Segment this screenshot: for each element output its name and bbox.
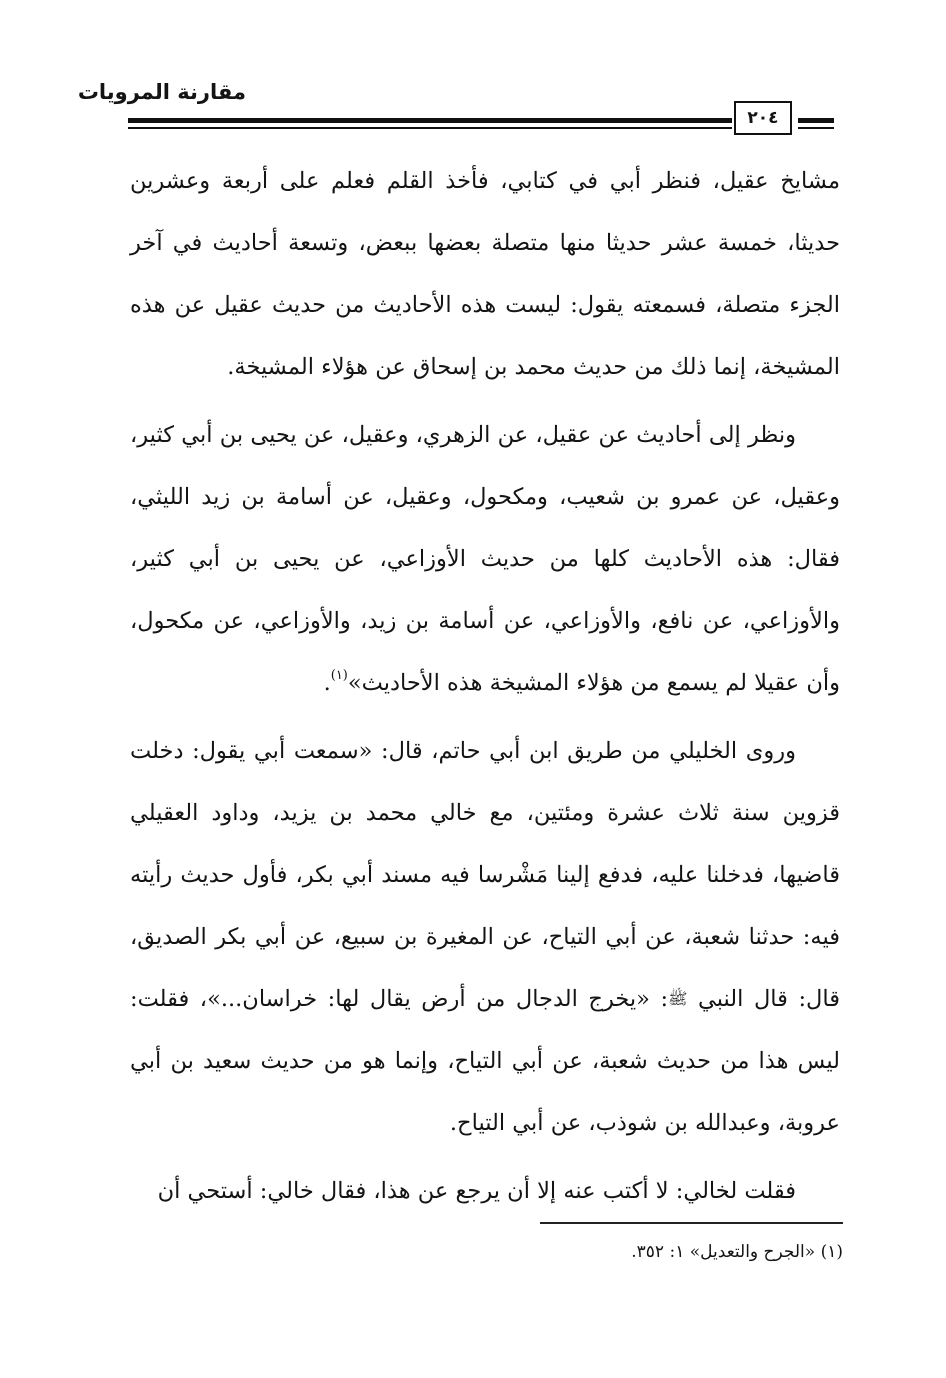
paragraph-1	[130, 150, 840, 398]
header-rule-right-thick	[798, 118, 834, 123]
body-text	[130, 150, 840, 1228]
paragraph-3-continuation: : «يخرج الدجال من أرض يقال لها: خراسان...»، فقلت: ليس هذا من حديث شعبة، عن أبي التياح، وإنما هو من حديث سعيد بن أبي عروبة، وعبدالله بن شوذب، عن أبي التياح.	[130, 986, 840, 1136]
paragraph-3-text: وروى الخليلي من طريق ابن أبي حاتم، قال: «سمعت أبي يقول: دخلت قزوين سنة ثلاث عشرة ومئتين، مع خالي محمد بن يزيد، وداود العقيلي قاضيها، فدخلنا عليه، فدفع إلينا مَشْرسا فيه مسند أبي بكر، فأول حديث رأيته فيه: حدثنا شعبة، عن أبي التياح، عن المغيرة بن سبيع، عن أبي بكر الصديق، قال: قال النبي	[130, 738, 840, 1012]
paragraph-4	[130, 1160, 840, 1222]
paragraph-2	[130, 404, 840, 714]
footnote: (١) «الجرح والتعديل» ١: ٣٥٢.	[631, 1242, 843, 1262]
header-rule-right-thin	[798, 127, 834, 129]
footnote-separator	[540, 1222, 843, 1224]
paragraph-3	[130, 720, 840, 1154]
paragraph-1-text: مشايخ عقيل، فنظر أبي في كتابي، فأخذ القلم فعلم على أربعة وعشرين حديثا، خمسة عشر حديثا منها متصلة بعضها ببعض، وتسعة أحاديث في آخر الجزء متصلة، فسمعته يقول: ليست هذه الأحاديث من حديث عقيل عن هذه المشيخة، إنما ذلك من حديث محمد بن إسحاق عن هؤلاء المشيخة.	[130, 168, 840, 380]
footnote-reference: (١)	[330, 668, 348, 683]
page-number: ٢٠٤	[734, 101, 792, 135]
header-rule-thin	[128, 127, 732, 129]
salla-ligature: ﷺ	[668, 989, 688, 1008]
paragraph-2-end: .	[323, 670, 331, 696]
header-rule-thick	[128, 118, 732, 123]
paragraph-4-text: فقلت لخالي: لا أكتب عنه إلا أن يرجع عن هذا، فقال خالي: أستحي أن	[157, 1178, 796, 1204]
running-title: مقارنة المرويات	[77, 80, 246, 104]
paragraph-2-text: ونظر إلى أحاديث عن عقيل، عن الزهري، وعقيل، عن يحيى بن أبي كثير، وعقيل، عن عمرو بن شعيب، ومكحول، وعقيل، عن أسامة بن زيد الليثي، فقال: هذه الأحاديث كلها من حديث الأوزاعي، عن يحيى بن أبي كثير، والأوزاعي، عن نافع، والأوزاعي، عن أسامة بن زيد، والأوزاعي، عن مكحول، وأن عقيلا لم يسمع من هؤلاء المشيخة هذه الأحاديث»	[130, 422, 840, 696]
